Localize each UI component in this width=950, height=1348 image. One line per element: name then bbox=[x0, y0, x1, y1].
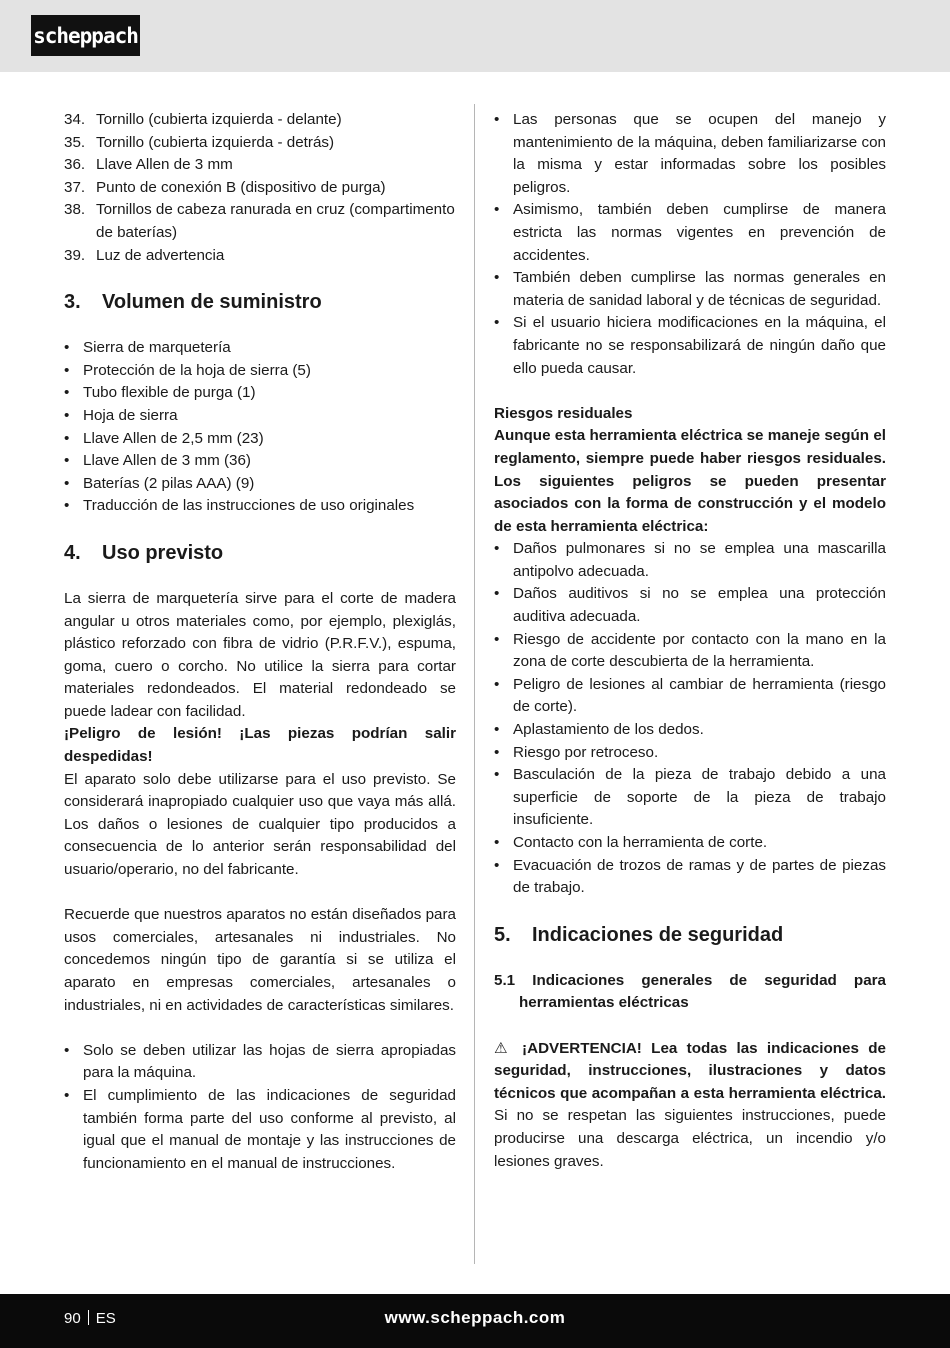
warning-text: Si no se respetan las siguientes instrucciones, puede producirse una descarga eléctrica, un incendio y/o lesiones graves. bbox=[494, 1107, 886, 1170]
intended-use-paragraph: La sierra de marquetería sirve para el corte de madera angular u otros materiales como, por ejemplo, plexiglás, plástico reforzado con fibra de vidrio (P.R.F.V.), espuma, goma, cuero o corcho. No utilice la sierra para cortar materiales redondeados. El material redondeado se puede ladear con facilidad. bbox=[64, 589, 456, 720]
item-text: Luz de advertencia bbox=[96, 246, 225, 264]
commercial-use-paragraph: Recuerde que nuestros aparatos no están diseñados para usos comerciales, artesanales ni industriales. No concedemos ningún tipo de garantía si se utiliza el aparato en empresas comerciales, artesanales o industriales, ni en actividades de características similares. bbox=[64, 906, 456, 1014]
item-text: Llave Allen de 3 mm bbox=[96, 156, 233, 174]
residual-risks-intro: Aunque esta herramienta eléctrica se maneje según el reglamento, siempre puede haber riesgos residuales. Los siguientes peligros se pueden presentar asociados con la forma de construcción y el modelo de esta herramienta eléctrica: bbox=[494, 427, 886, 535]
list-item bbox=[64, 132, 456, 155]
item-number: 37. bbox=[64, 178, 86, 196]
list-item: • Traducción de las instrucciones de uso originales bbox=[64, 495, 456, 518]
section-4-heading bbox=[64, 540, 456, 566]
subsection-5-1-heading: 5.1 Indicaciones generales de seguridad para herramientas eléctricas bbox=[494, 971, 886, 1012]
list-item: • Riesgo de accidente por contacto con la mano en la zona de corte descubierta de la herramienta. bbox=[494, 629, 886, 674]
residual-risks-heading: Riesgos residuales bbox=[494, 404, 633, 422]
language-code: ES bbox=[95, 1310, 116, 1327]
list-item: • Peligro de lesiones al cambiar de herramienta (riesgo de corte). bbox=[494, 674, 886, 719]
list-item bbox=[64, 245, 456, 268]
list-item: • Baterías (2 pilas AAA) (9) bbox=[64, 473, 456, 496]
general-warning-paragraph bbox=[494, 1038, 886, 1174]
item-number: 38. bbox=[64, 201, 86, 219]
item-text: Punto de conexión B (dispositivo de purga) bbox=[96, 178, 386, 196]
item-number: 35. bbox=[64, 133, 86, 151]
section-title: Volumen de suministro bbox=[102, 291, 322, 314]
list-item: • Daños auditivos si no se emplea una protección auditiva adecuada. bbox=[494, 583, 886, 628]
list-item: • Si el usuario hiciera modificaciones en la máquina, el fabricante no se responsabilizará de ningún daño que ello pueda causar. bbox=[494, 312, 886, 380]
item-number: 39. bbox=[64, 246, 86, 264]
list-item: • También deben cumplirse las normas generales en materia de sanidad laboral y de técnicas de seguridad. bbox=[494, 267, 886, 312]
usage-responsibility-paragraph: El aparato solo debe utilizarse para el uso previsto. Se considerará inapropiado cualquier uso que vaya más allá. Los daños o lesiones de cualquier tipo producidos a consecuencia de lo anterior serán responsabilidad del usuario/operario, no del fabricante. bbox=[64, 770, 456, 879]
item-text: Tornillo (cubierta izquierda - detrás) bbox=[96, 133, 335, 151]
item-number: 34. bbox=[64, 111, 86, 128]
use-bullet-list bbox=[64, 1040, 456, 1176]
page-number: 90 bbox=[64, 1310, 81, 1327]
list-item: • Daños pulmonares si no se emplea una mascarilla antipolvo adecuada. bbox=[494, 538, 886, 583]
list-item bbox=[64, 177, 456, 200]
section-5-heading bbox=[494, 922, 886, 948]
injury-warning: ¡Peligro de lesión! ¡Las piezas podrían salir despedidas! bbox=[64, 725, 456, 766]
list-item: • Tubo flexible de purga (1) bbox=[64, 382, 456, 405]
section-title: Uso previsto bbox=[102, 541, 224, 564]
header-bar bbox=[0, 0, 950, 72]
list-item: • Hoja de sierra bbox=[64, 405, 456, 428]
scheppach-logo: scheppach bbox=[31, 15, 140, 56]
right-column bbox=[494, 109, 886, 1173]
list-item: • Las personas que se ocupen del manejo y mantenimiento de la máquina, deben familiarizarse con la misma y estar informadas sobre los posibles peligros. bbox=[494, 109, 886, 199]
footer-bar bbox=[0, 1294, 950, 1348]
residual-risks-list bbox=[494, 538, 886, 900]
parts-list bbox=[64, 109, 456, 267]
warning-bold-text: ¡ADVERTENCIA! Lea todas las indicaciones de seguridad, instrucciones, ilustraciones y datos técnicos que acompañan a esta herramienta eléctrica. bbox=[494, 1039, 886, 1102]
list-item: • Contacto con la herramienta de corte. bbox=[494, 832, 886, 855]
section-number: 4. bbox=[64, 541, 81, 564]
column-divider bbox=[474, 104, 475, 1264]
section-number: 5. bbox=[494, 923, 511, 946]
section-3-heading bbox=[64, 289, 456, 315]
list-item: • Sierra de marquetería bbox=[64, 337, 456, 360]
list-item: • Protección de la hoja de sierra (5) bbox=[64, 360, 456, 383]
operator-bullet-list bbox=[494, 109, 886, 380]
list-item: • Aplastamiento de los dedos. bbox=[494, 719, 886, 742]
left-column bbox=[64, 109, 456, 1175]
website-url: www.scheppach.com bbox=[384, 1308, 566, 1327]
section-number: 3. bbox=[64, 291, 81, 314]
list-item: • Asimismo, también deben cumplirse de manera estricta las normas vigentes en prevención de accidentes. bbox=[494, 199, 886, 267]
list-item bbox=[64, 199, 456, 244]
item-text: Tornillo (cubierta izquierda - delante) bbox=[96, 111, 342, 128]
list-item: • Riesgo por retroceso. bbox=[494, 742, 886, 765]
supply-list bbox=[64, 337, 456, 518]
list-item: • El cumplimiento de las indicaciones de seguridad también forma parte del uso conforme al previsto, al igual que el manual de montaje y las instrucciones de funcionamiento en el manual de instrucciones. bbox=[64, 1085, 456, 1175]
list-item: • Solo se deben utilizar las hojas de sierra apropiadas para la máquina. bbox=[64, 1040, 456, 1085]
list-item: • Basculación de la pieza de trabajo debido a una superficie de soporte de la pieza de trabajo insuficiente. bbox=[494, 764, 886, 832]
section-title: Indicaciones de seguridad bbox=[532, 923, 784, 946]
list-item: • Llave Allen de 2,5 mm (23) bbox=[64, 428, 456, 451]
item-number: 36. bbox=[64, 156, 86, 174]
list-item bbox=[64, 154, 456, 177]
list-item: • Evacuación de trozos de ramas y de partes de piezas de trabajo. bbox=[494, 855, 886, 900]
item-text: Tornillos de cabeza ranurada en cruz (compartimento de baterías) bbox=[96, 201, 455, 241]
list-item: • Llave Allen de 3 mm (36) bbox=[64, 450, 456, 473]
warning-triangle-icon: ⚠ bbox=[494, 1039, 513, 1057]
list-item bbox=[64, 109, 456, 132]
